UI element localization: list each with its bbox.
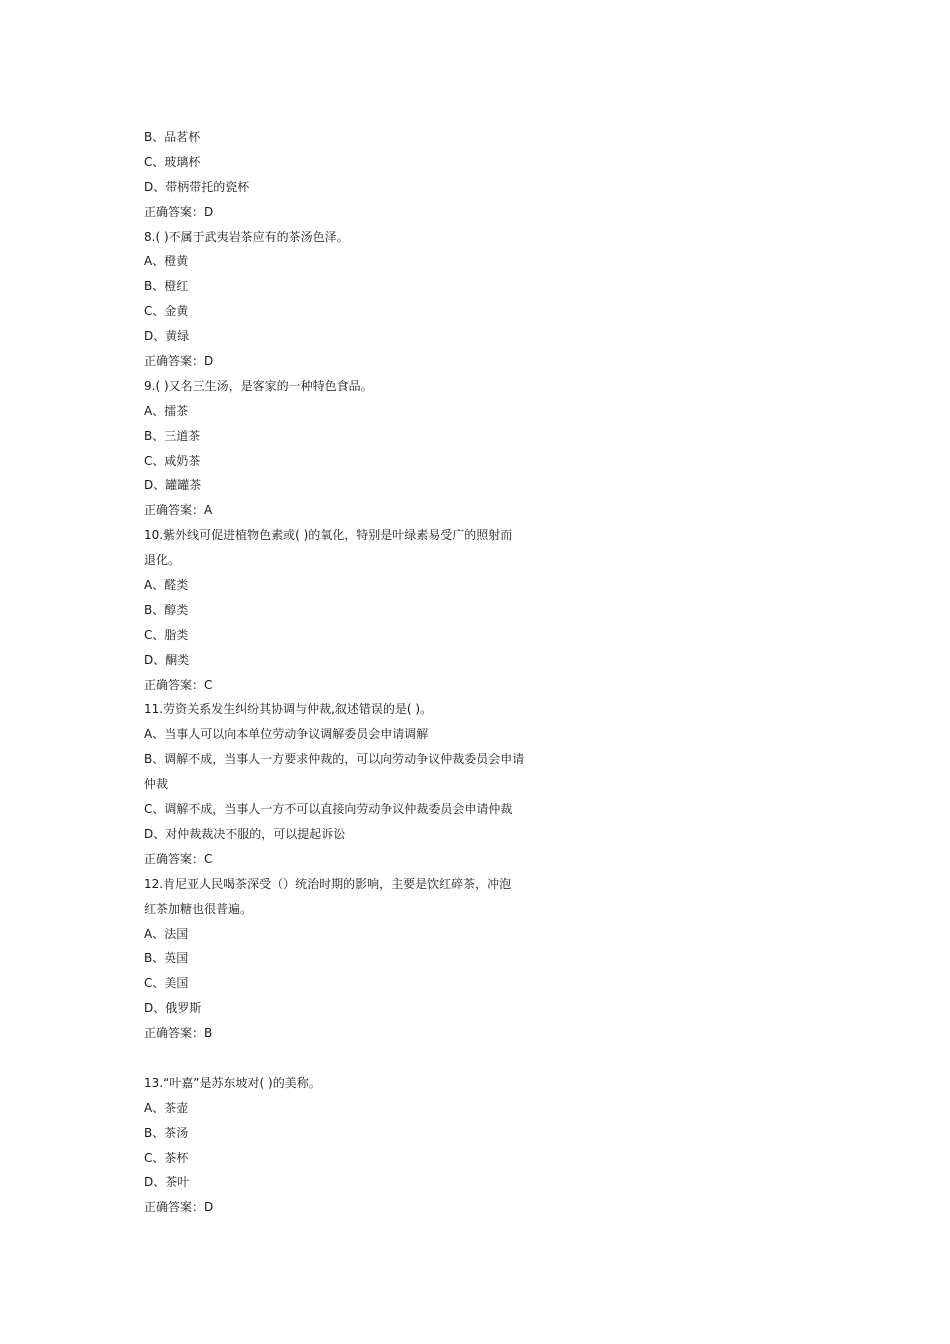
answer-line: 正确答案：D [144,354,214,369]
option-d: D、茶叶 [144,1175,190,1190]
option-b: B、醇类 [144,602,189,617]
option-b: B、英国 [144,951,189,966]
option-b: B、茶汤 [144,1125,189,1140]
option-c: C、调解不成，当事人一方不可以直接向劳动争议仲裁委员会申请仲裁 [144,802,513,817]
question-12-continued: 红茶加糖也很普遍。 [144,901,253,916]
answer-line: 正确答案：D [144,1200,214,1215]
question-10: 10.紫外线可促进植物色素或( )的氧化，特别是叶绿素易受广的照射而 [144,528,513,543]
option-a: A、当事人可以向本单位劳动争议调解委员会申请调解 [144,727,429,742]
option-d: D、对仲裁裁决不服的，可以提起诉讼 [144,826,346,841]
option-c: C、茶杯 [144,1150,189,1165]
option-c: C、脂类 [144,627,189,642]
option-b-continued: 仲裁 [144,777,169,792]
option-a: A、醛类 [144,578,189,593]
question-9: 9.( )又名三生汤，是客家的一种特色食品。 [144,378,373,393]
option-b: B、三道茶 [144,428,201,443]
option-d: D、黄绿 [144,329,190,344]
option-d: D、酮类 [144,652,190,667]
answer-line: 正确答案：C [144,851,213,866]
option-c: C、咸奶茶 [144,453,201,468]
option-c: C、玻璃杯 [144,154,201,169]
answer-line: 正确答案：B [144,1026,213,1041]
option-d: D、罐罐茶 [144,478,202,493]
option-c: C、美国 [144,976,189,991]
answer-line: 正确答案：D [144,204,214,219]
option-b: B、调解不成，当事人一方要求仲裁的，可以向劳动争议仲裁委员会申请 [144,752,525,767]
answer-line: 正确答案：C [144,677,213,692]
option-d: D、俄罗斯 [144,1001,202,1016]
option-a: A、茶壶 [144,1100,189,1115]
question-12: 12.肯尼亚人民喝茶深受（）统治时期的影响，主要是饮红碎茶，冲泡 [144,876,512,891]
option-b: B、品茗杯 [144,130,201,144]
option-b: B、橙红 [144,279,189,294]
question-10-continued: 退化。 [144,553,181,568]
option-a: A、法国 [144,926,189,941]
option-a: A、擂茶 [144,403,189,418]
document-body [144,125,564,1220]
option-a: A、橙黄 [144,254,189,269]
question-8: 8.( )不属于武夷岩茶应有的茶汤色泽。 [144,229,349,244]
question-13: 13.“叶嘉”是苏东坡对( )的美称。 [144,1075,321,1090]
option-c: C、金黄 [144,304,189,319]
blank-line [144,1046,564,1071]
option-d: D、带柄带托的瓷杯 [144,179,250,194]
answer-line: 正确答案：A [144,503,213,518]
question-11: 11.劳资关系发生纠纷其协调与仲裁,叙述错误的是( )。 [144,702,433,717]
